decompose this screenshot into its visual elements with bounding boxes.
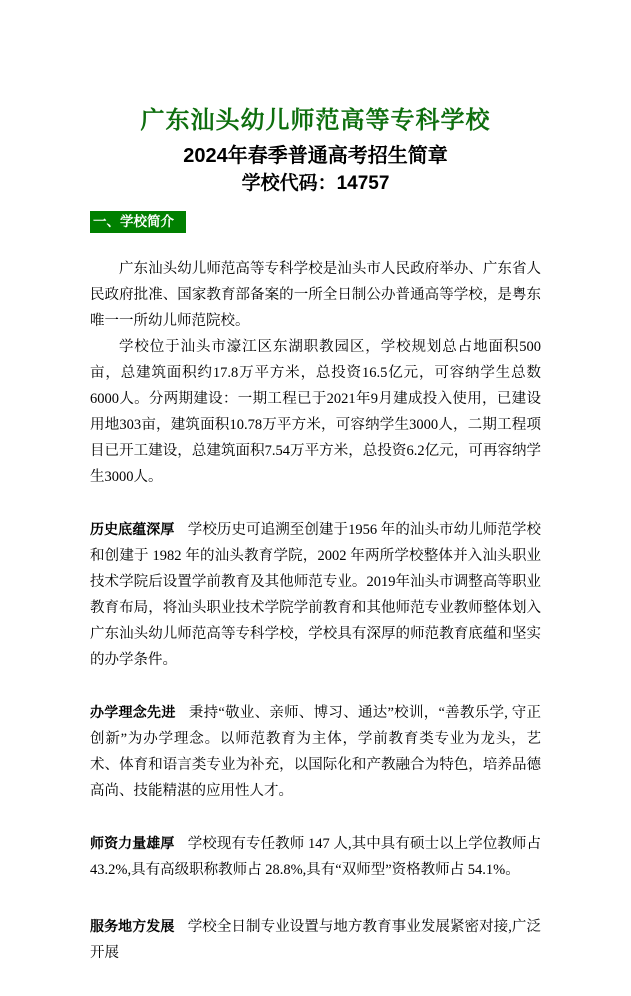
paragraph-local-service-lead: 服务地方发展 — [90, 918, 175, 934]
paragraph-philosophy-text: 秉持“敬业、亲师、博习、通达”校训，“善教乐学, 守正创新”为办学理念。以师范教育为主体，学前教育类专业为龙头，艺术、体育和语言类专业为补充，以国际化和产教融合为特色，培养品德高尚、技能精湛的应用性人才。 — [90, 705, 541, 799]
paragraph-faculty-lead: 师资力量雄厚 — [90, 835, 175, 851]
paragraph-local-service-text: 学校全日制专业设置与地方教育事业发展紧密对接,广泛开展 — [90, 919, 542, 961]
paragraph-history — [90, 516, 541, 673]
paragraph-campus-construction: 学校位于汕头市濠江区东湖职教园区，学校规划总占地面积500亩，总建筑面积约17.8万平方米，总投资16.5亿元，可容纳学生总数6000人。分两期建设：一期工程已于2021年9月建成投入使用，已建设用地303亩，建筑面积10.78万平方米，可容纳学生3000人，二期工程项目已开工建设，总建筑面积7.54万平方米，总投资6.2亿元，可再容纳学生3000人。 — [90, 339, 541, 485]
paragraph-faculty-text: 学校现有专任教师 147 人,其中具有硕士以上学位教师占 43.2%,具有高级职称教师占 28.8%,具有“双师型”资格教师占 54.1%。 — [90, 836, 542, 878]
paragraph-school-intro: 广东汕头幼儿师范高等专科学校是汕头市人民政府举办、广东省人民政府批准、国家教育部备案的一所全日制公办普通高等学校，是粤东唯一一所幼儿师范院校。 — [90, 261, 541, 329]
school-code-line: 学校代码：14757 — [241, 173, 390, 194]
paragraph-history-lead: 历史底蕴深厚 — [90, 521, 175, 537]
document-page — [0, 104, 631, 996]
section-header-badge: 一、学校简介 — [90, 211, 186, 233]
paragraph-faculty — [90, 830, 541, 883]
paragraph-philosophy — [90, 699, 541, 804]
paragraph-philosophy-lead: 办学理念先进 — [90, 704, 176, 720]
paragraph-history-text: 学校历史可追溯至创建于1956 年的汕头市幼儿师范学校和创建于 1982 年的汕头教育学院，2002 年两所学校整体并入汕头职业技术学院后设置学前教育及其他师范专业。2019年汕头市调整高等职业教育布局，将汕头职业技术学院学前教育和其他师范专业教师整体划入广东汕头幼儿师范高等专科学校，学校具有深厚的师范教育底蕴和坚实的办学条件。 — [90, 522, 542, 668]
school-name-title: 广东汕头幼儿师范高等专科学校 — [140, 105, 491, 134]
paragraph-local-service — [90, 913, 541, 966]
document-title: 2024年春季普通高考招生简章 — [183, 145, 448, 167]
